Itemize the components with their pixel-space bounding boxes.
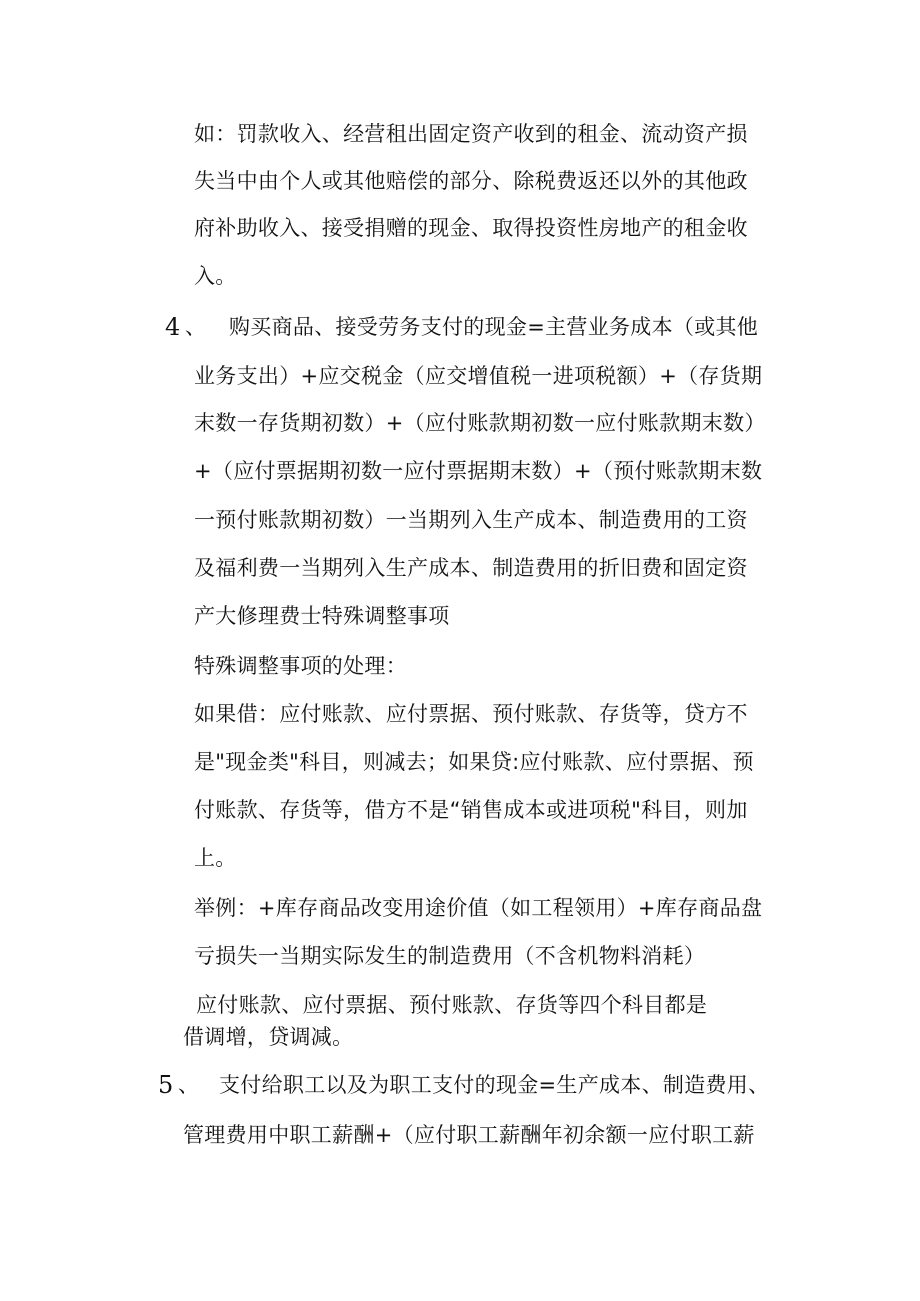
text-line: 产大修理费士特殊调整事项 [194,604,450,628]
text-line: +（应付票据期初数一应付票据期末数）+（预付账款期末数 [194,459,763,483]
text-line: 付账款、存货等，借方不是“销售成本或进项税"科目，则加 [194,798,748,822]
example-line: 举例：+库存商品改变用途价值（如工程领用）+库存商品盘 [194,896,763,920]
text-line: 管理费用中职工薪酬+（应付职工薪酬年初余额一应付职工薪 [183,1123,755,1147]
text-line: 府补助收入、接受捐赠的现金、取得投资性房地产的租金收 [194,216,748,240]
text-line: 末数一存货期初数）+（应付账款期初数一应付账款期末数） [194,411,766,435]
text-line: 是"现金类"科目，则减去；如果贷:应付账款、应付票据、预 [194,750,754,774]
note-line: 应付账款、应付票据、预付账款、存货等四个科目都是 [196,993,708,1017]
item-separator: 、 [185,315,206,339]
item-number: 4 [165,313,181,341]
text-line: 如果借：应付账款、应付票据、预付账款、存货等，贷方不 [194,702,748,726]
note-line: 借调增，贷调减。 [183,1025,354,1049]
text-line: 上。 [194,846,237,870]
text-line: 入。 [194,264,237,288]
special-adjustment-title: 特殊调整事项的处理： [194,654,407,678]
item-separator: 、 [178,1073,199,1097]
item-number: 5 [158,1071,174,1099]
text-line: 购买商品、接受劳务支付的现金=主营业务成本（或其他 [229,315,759,339]
text-line: 及福利费一当期列入生产成本、制造费用的折旧费和固定资 [194,556,748,580]
text-line: 支付给职工以及为职工支付的现金=生产成本、制造费用、 [219,1073,770,1097]
text-line: 失当中由个人或其他赔偿的部分、除税费返还以外的其他政 [194,169,748,193]
text-line: 如：罚款收入、经营租出固定资产收到的租金、流动资产损 [194,122,748,146]
text-line: 业务支出）+应交税金（应交增值税一进项税额）+（存货期 [194,364,763,388]
example-line: 亏损失一当期实际发生的制造费用（不含机物料消耗） [194,944,706,968]
text-line: 一预付账款期初数）一当期列入生产成本、制造费用的工资 [194,508,748,532]
